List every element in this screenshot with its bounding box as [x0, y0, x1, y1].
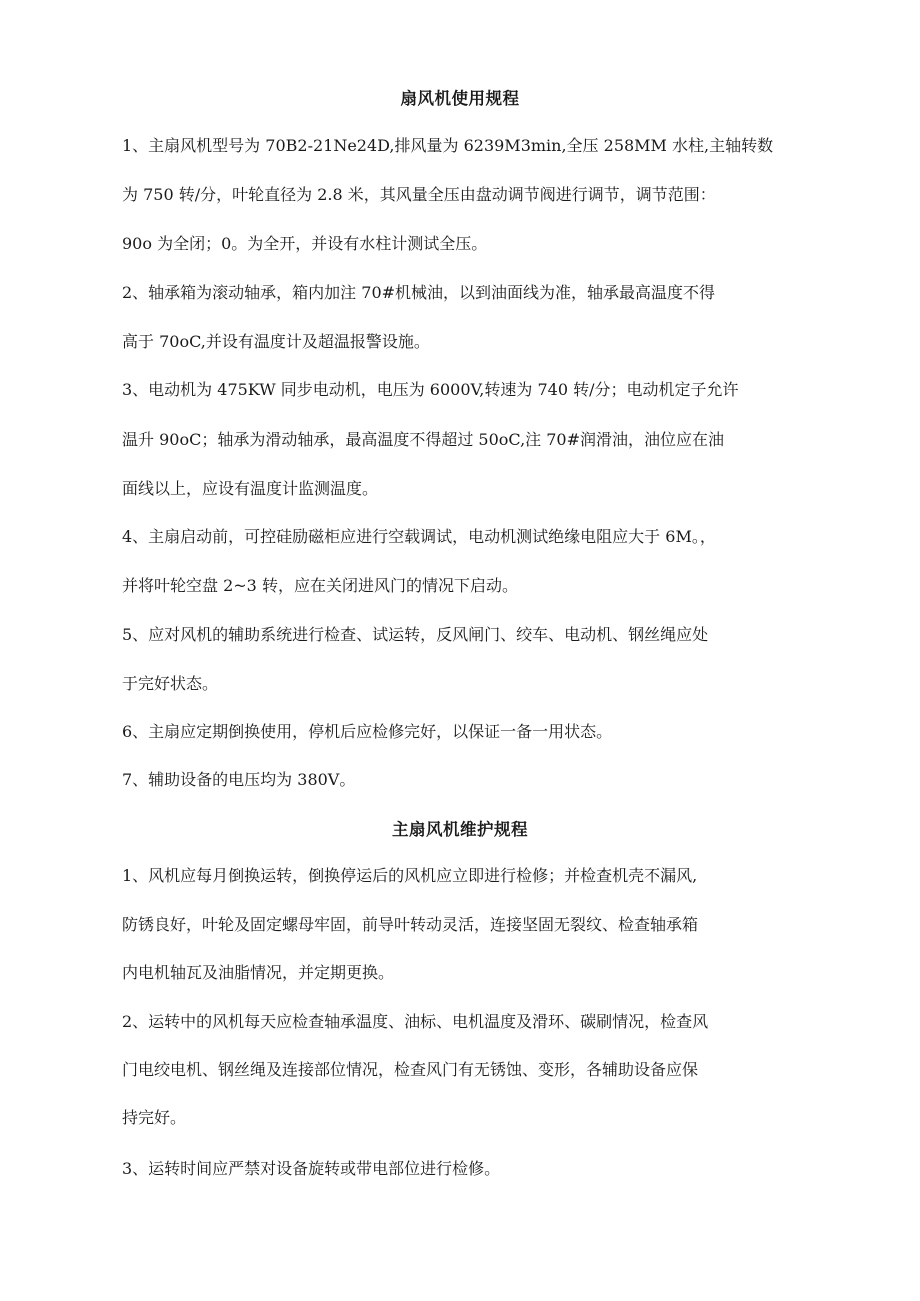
section-2-title: 主扇风机维护规程	[392, 820, 528, 839]
section-1-line: 5、应对风机的辅助系统进行检查、试运转，反风闸门、绞车、电动机、钢丝绳应处	[122, 625, 709, 644]
section-2-line: 2、运转中的风机每天应检查轴承温度、油标、电机温度及滑环、碳刷情况，检查风	[122, 1012, 709, 1031]
section-1-line: 2、轴承箱为滚动轴承，箱内加注 70#机械油，以到油面线为准，轴承最高温度不得	[122, 283, 716, 302]
section-2-line: 门电绞电机、钢丝绳及连接部位情况，检查风门有无锈蚀、变形，各辅助设备应保	[122, 1060, 699, 1079]
section-2-line: 3、运转时间应严禁对设备旋转或带电部位进行检修。	[122, 1159, 501, 1178]
section-2-line: 防锈良好，叶轮及固定螺母牢固，前导叶转动灵活，连接坚固无裂纹、检查轴承箱	[122, 915, 699, 934]
section-1-line: 7、辅助设备的电压均为 380V。	[122, 770, 356, 789]
section-1-line: 并将叶轮空盘 2~3 转，应在关闭进风门的情况下启动。	[122, 576, 518, 595]
section-1-title: 扇风机使用规程	[400, 89, 520, 108]
section-1-line: 3、电动机为 475KW 同步电动机，电压为 6000V,转速为 740 转/分；电动机定子允许	[122, 380, 739, 399]
section-1-line: 高于 70oC,并设有温度计及超温报警设施。	[122, 332, 430, 351]
section-1-line: 面线以上，应设有温度计监测温度。	[122, 479, 379, 498]
section-2-line: 1、风机应每月倒换运转，倒换停运后的风机应立即进行检修；并检查机壳不漏风,	[122, 866, 698, 885]
section-1-line: 90o 为全闭；0。为全开，并设有水柱计测试全压。	[122, 234, 488, 253]
section-1-line: 于完好状态。	[122, 674, 219, 693]
section-1-line: 6、主扇应定期倒换使用，停机后应检修完好，以保证一备一用状态。	[122, 722, 613, 741]
section-2-line: 内电机轴瓦及油脂情况，并定期更换。	[122, 963, 395, 982]
section-1-line: 4、主扇启动前，可控硅励磁柜应进行空载调试，电动机测试绝缘电阻应大于 6M。，	[122, 527, 716, 546]
section-1-line: 为 750 转/分，叶轮直径为 2.8 米，其风量全压由盘动调节阀进行调节，调节范围：	[122, 185, 716, 204]
section-2-line: 持完好。	[122, 1108, 187, 1127]
section-1-line: 温升 90oC；轴承为滑动轴承，最高温度不得超过 50oC,注 70#润滑油，油位应在油	[122, 430, 725, 449]
section-1-line: 1、主扇风机型号为 70B2-21Ne24D,排风量为 6239M3min,全压 258MM 水柱,主轴转数	[122, 136, 774, 155]
